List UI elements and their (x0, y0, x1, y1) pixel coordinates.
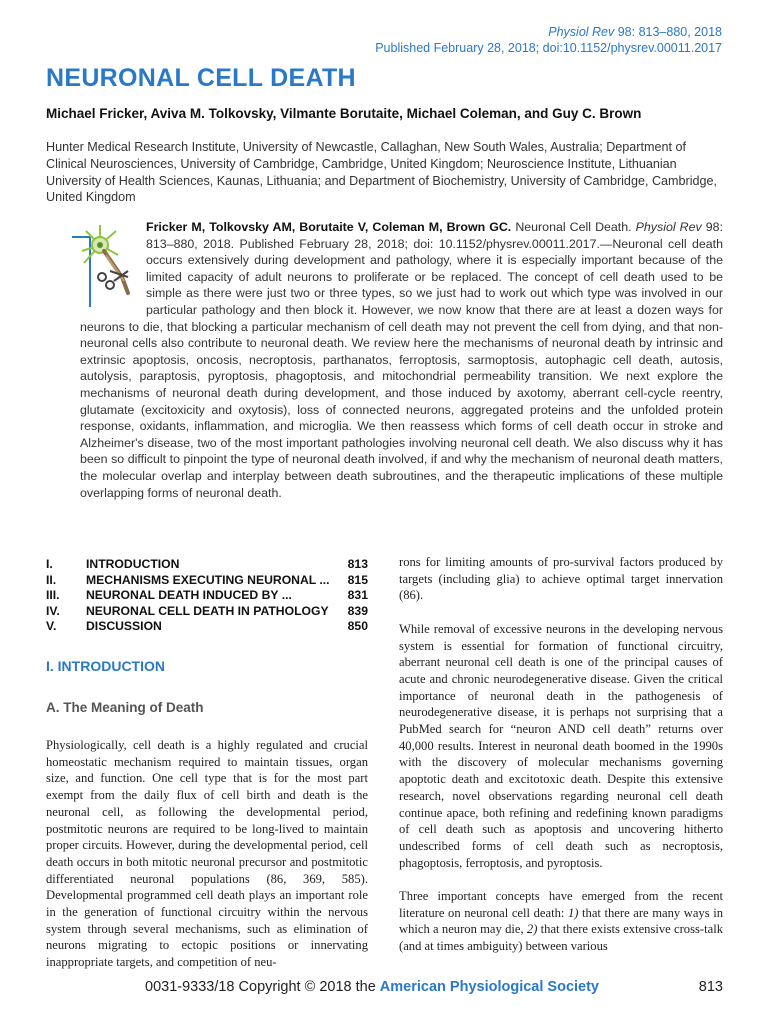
toc-title: DISCUSSION (86, 619, 162, 634)
right-column (399, 554, 723, 972)
paragraph: While removal of excessive neurons in the developing nervous system is essential for formation of functional circuitry, aberrant neuronal cell death is one of the principal causes of acute and chronic neurodegenerative disease. Given the critical importance of neuronal death in the pathogenesis of neurodegenerative disease, it is perhaps not surprising that a PubMed search for “neuron AND cell death” returns over 40,000 results. Interest in neuronal death boomed in the 1990s with the discovery of molecular mechanisms governing apoptotic death and excitotoxic death. Despite this extensive research, novel observations regarding neuronal cell death continue apace, both refining and redefining known paradigms of cell death such as apoptosis and uncovering hitherto undescribed forms of cell death such as necroptosis, phagoptosis, ferroptosis, and pyroptosis. (399, 621, 723, 870)
toc-page: 831 (347, 588, 368, 603)
copyright-line (145, 979, 599, 995)
list-marker: 1) (567, 905, 579, 920)
abstract-text: Neuronal cell death occurs extensively during development and pathology, where it is especially important because of the limited capacity of adult neurons to proliferate or be replaced. The concept of cell death used to be simple as there were just two or three types, so we just had to work out which type was involved in our particular pathology and then block it. However, we now know that there are at least a dozen ways for neurons to die, that blocking a particular mechanism of cell death may not prevent the cell from dying, and that non-neuronal cells also contribute to neuronal death. We review here the mechanisms of neuronal death by intrinsic and extrinsic apoptosis, oncosis, necroptosis, parthanatos, ferroptosis, sarmoptosis, autophagic cell death, autosis, autolysis, paraptosis, pyroptosis, phagoptosis, and mitochondrial permeability transition. We next explore the mechanisms of neuronal death during development, and those induced by axotomy, aberrant cell-cycle reentry, glutamate (excitoxicity and oxytosis), loss of connected neurons, aggregated proteins and the unfolded protein response, oxidants, inflammation, and microglia. We then reassess which forms of cell death occur in stroke and Alzheimer's disease, two of the most important pathologies involving neuronal cell death. We also discuss why it has been so difficult to pinpoint the type of neuronal death involved, if and why the mechanism of neuronal death matters, the molecular overlap and interplay between death subroutines, and the therapeutic implications of these multiple overlapping forms of neuronal death. (80, 236, 723, 500)
journal-header (375, 24, 722, 56)
citation-journal: Physiol Rev (635, 220, 702, 234)
toc-item[interactable] (46, 604, 368, 620)
page-number: 813 (698, 979, 723, 995)
toc-number: IV. (46, 603, 60, 618)
author-list: Michael Fricker, Aviva M. Tolkovsky, Vilmante Borutaite, Michael Coleman, and Guy C. Brown (46, 106, 642, 121)
citation-authors: Fricker M, Tolkovsky AM, Borutaite V, Coleman M, Brown GC. (146, 220, 512, 234)
left-column-text: Physiologically, cell death is a highly regulated and crucial homeostatic mechanism required to maintain tissues, organ size, and function. One cell type that is for the most part exempt from the daily flux of cell birth and death is the neuronal cell, as following the developmental period, postmitotic neurons are required to be long-lived to maintain proper circuits. However, during the developmental period, cell death occurs in both mitotic neuronal precursor and postmitotic differentiated neuronal populations (86, 369, 585). Developmental programmed cell death plays an important role in the generation of functional circuitry within the nervous system through several mechanisms, such as elimination of neurons migrating to ectopic positions or innervating inappropriate targets, and competition of neu- (46, 738, 368, 970)
article-title: NEURONAL CELL DEATH (46, 64, 356, 92)
toc-item[interactable] (46, 573, 368, 589)
toc-title: NEURONAL DEATH INDUCED BY ... (86, 588, 292, 603)
toc-number: III. (46, 588, 60, 603)
copyright-text: 0031-9333/18 Copyright © 2018 the (145, 979, 380, 995)
table-of-contents (46, 557, 368, 635)
paragraph-text: that there exists extensive cross-talk (and at times ambiguity) between various (399, 922, 723, 954)
society-name: American Physiological Society (379, 979, 599, 995)
journal-volume: 98: 813–880, 2018 (614, 25, 722, 39)
affiliations: Hunter Medical Research Institute, University of Newcastle, Callaghan, New South Wales, Australia; Department of Clinical Neurosciences, University of Cambridge, Cambridge, United Kingdom; Neuroscience Institute, Lithuanian University of Health Sciences, Kaunas, Lithuania; and Department of Biochemistry, University of Cambridge, Cambridge, United Kingdom (46, 140, 718, 205)
toc-number: II. (46, 572, 57, 587)
toc-title: NEURONAL CELL DEATH IN PATHOLOGY (86, 603, 329, 618)
citation-details: 98: 813–880, 2018. Published February 28, 2018; doi: 10.1152/physrev.00011.2017.— (146, 220, 723, 251)
paragraph-text: that there are many ways in which a neuron may die, (399, 905, 724, 937)
doi-line[interactable]: Published February 28, 2018; doi:10.1152/physrev.00011.2017 (375, 41, 722, 55)
toc-number: I. (46, 557, 53, 571)
journal-citation (375, 24, 722, 40)
toc-item[interactable] (46, 588, 368, 604)
toc-item[interactable] (46, 557, 368, 573)
subsection-heading: A. The Meaning of Death (46, 700, 204, 715)
toc-number: V. (46, 619, 57, 634)
neuron-scissors-icon (70, 219, 142, 309)
toc-page: 813 (347, 557, 368, 571)
paragraph: rons for limiting amounts of pro-survival factors produced by targets (including glia) to achieve optimal target innervation (86). (399, 555, 723, 603)
toc-page: 815 (347, 572, 368, 587)
paragraph-text: Three important concepts have emerged from the recent literature on neuronal cell death: (399, 889, 723, 920)
abstract (80, 219, 723, 501)
toc-title: MECHANISMS EXECUTING NEURONAL ... (86, 572, 330, 587)
paragraph (399, 888, 723, 955)
citation-title: Neuronal Cell Death. (511, 220, 636, 234)
list-marker: 2) (526, 922, 538, 937)
toc-item[interactable] (46, 619, 368, 635)
toc-page: 839 (347, 603, 368, 618)
section-heading: I. INTRODUCTION (46, 658, 165, 674)
journal-name: Physiol Rev (548, 25, 615, 39)
toc-title: INTRODUCTION (86, 557, 180, 571)
toc-page: 850 (347, 619, 368, 634)
